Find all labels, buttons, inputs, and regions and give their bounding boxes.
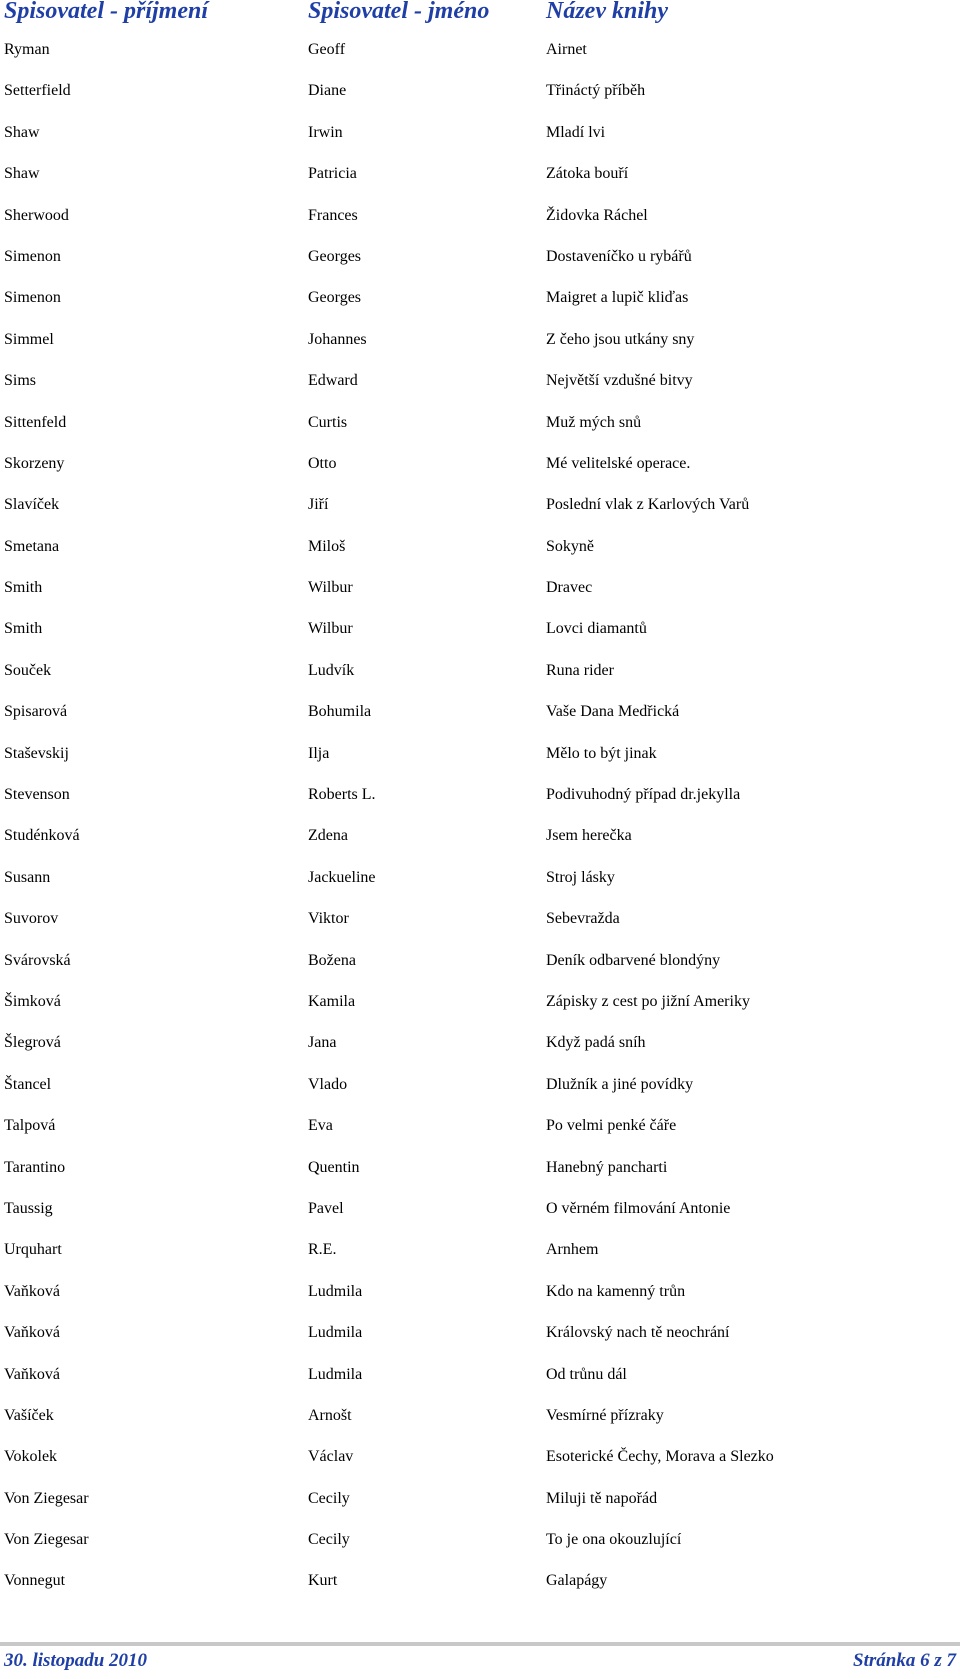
cell-firstname: R.E. xyxy=(308,1241,337,1259)
table-row xyxy=(0,1521,960,1562)
cell-firstname: Viktor xyxy=(308,910,349,928)
cell-surname: Sittenfeld xyxy=(4,413,67,431)
cell-book-title: Stroj lásky xyxy=(546,868,615,886)
cell-firstname: Božena xyxy=(308,951,356,969)
cell-firstname: Johannes xyxy=(308,330,367,348)
cell-book-title: Maigret a lupič kliďas xyxy=(546,289,689,307)
cell-surname: Simenon xyxy=(4,247,61,265)
cell-book-title: To je ona okouzlující xyxy=(546,1531,682,1549)
cell-firstname: Ludmila xyxy=(308,1365,363,1383)
cell-surname: Smetana xyxy=(4,537,60,555)
cell-book-title: Sokyně xyxy=(546,537,594,555)
table-row xyxy=(0,404,960,445)
cell-book-title: Zápisky z cest po jižní Ameriky xyxy=(546,992,750,1010)
cell-firstname: Wilbur xyxy=(308,620,353,638)
cell-firstname: Roberts L. xyxy=(308,786,376,804)
cell-book-title: Galapágy xyxy=(546,1572,608,1590)
header-surname: Spisovatel - příjmení xyxy=(4,0,208,24)
cell-book-title: Podivuhodný případ dr.jekylla xyxy=(546,786,741,804)
cell-surname: Shaw xyxy=(4,123,40,141)
table-row xyxy=(0,1066,960,1107)
cell-firstname: Frances xyxy=(308,206,358,224)
header-book-title: Název knihy xyxy=(546,0,668,24)
cell-surname: Von Ziegesar xyxy=(4,1531,89,1549)
table-row xyxy=(0,155,960,196)
table-row xyxy=(0,569,960,610)
cell-book-title: Miluji tě napořád xyxy=(546,1489,658,1507)
cell-surname: Vaňková xyxy=(4,1365,60,1383)
table-row xyxy=(0,279,960,320)
cell-surname: Urquhart xyxy=(4,1241,62,1259)
cell-firstname: Cecily xyxy=(308,1531,350,1549)
cell-firstname: Ludmila xyxy=(308,1282,363,1300)
cell-book-title: Zátoka bouří xyxy=(546,165,629,183)
table-header xyxy=(0,0,960,26)
cell-surname: Taussig xyxy=(4,1199,53,1217)
footer-divider xyxy=(0,1642,960,1646)
cell-firstname: Kamila xyxy=(308,992,356,1010)
table-row xyxy=(0,942,960,983)
cell-book-title: Jsem herečka xyxy=(546,827,632,845)
cell-book-title: Lovci diamantů xyxy=(546,620,647,638)
cell-book-title: Od trůnu dál xyxy=(546,1365,627,1383)
cell-book-title: Vesmírné přízraky xyxy=(546,1406,664,1424)
cell-surname: Stevenson xyxy=(4,786,70,804)
cell-surname: Susann xyxy=(4,868,51,886)
cell-surname: Vaňková xyxy=(4,1324,60,1342)
table-row xyxy=(0,445,960,486)
cell-firstname: Wilbur xyxy=(308,579,353,597)
cell-firstname: Ludmila xyxy=(308,1324,363,1342)
cell-firstname: Ludvík xyxy=(308,661,355,679)
cell-firstname: Cecily xyxy=(308,1489,350,1507)
cell-book-title: Po velmi penké čáře xyxy=(546,1117,677,1135)
table-row xyxy=(0,1562,960,1603)
cell-surname: Sherwood xyxy=(4,206,69,224)
table-row xyxy=(0,72,960,113)
cell-firstname: Ilja xyxy=(308,744,330,762)
cell-book-title: O věrném filmování Antonie xyxy=(546,1199,731,1217)
cell-surname: Setterfield xyxy=(4,82,71,100)
cell-book-title: Dravec xyxy=(546,579,593,597)
cell-surname: Staševskij xyxy=(4,744,69,762)
cell-surname: Štancel xyxy=(4,1075,52,1093)
cell-surname: Ryman xyxy=(4,41,50,58)
cell-firstname: Jana xyxy=(308,1034,337,1052)
cell-book-title: Muž mých snů xyxy=(546,413,642,431)
cell-book-title: Poslední vlak z Karlových Varů xyxy=(546,496,750,514)
table-row xyxy=(0,652,960,693)
cell-book-title: Vaše Dana Medřická xyxy=(546,703,680,721)
header-firstname: Spisovatel - jméno xyxy=(308,0,490,24)
cell-book-title: Arnhem xyxy=(546,1241,599,1259)
cell-book-title: Hanebný pancharti xyxy=(546,1158,668,1176)
cell-firstname: Diane xyxy=(308,82,347,100)
table-row xyxy=(0,1190,960,1231)
cell-surname: Shaw xyxy=(4,165,40,183)
cell-firstname: Curtis xyxy=(308,413,348,431)
cell-firstname: Georges xyxy=(308,247,362,265)
table-row xyxy=(0,1397,960,1438)
table-row xyxy=(0,238,960,279)
table-row xyxy=(0,693,960,734)
cell-surname: Vašíček xyxy=(4,1406,54,1424)
table-row xyxy=(0,31,960,72)
cell-surname: Vokolek xyxy=(4,1448,58,1466)
cell-surname: Spisarová xyxy=(4,703,68,721)
cell-firstname: Pavel xyxy=(308,1199,344,1217)
table-row xyxy=(0,486,960,527)
cell-firstname: Geoff xyxy=(308,41,346,58)
cell-surname: Talpová xyxy=(4,1117,56,1135)
table-row xyxy=(0,1314,960,1355)
cell-surname: Smith xyxy=(4,620,43,638)
cell-surname: Studénková xyxy=(4,827,80,845)
table-row xyxy=(0,362,960,403)
cell-firstname: Kurt xyxy=(308,1572,338,1590)
table-row xyxy=(0,1356,960,1397)
cell-book-title: Deník odbarvené blondýny xyxy=(546,951,721,969)
cell-book-title: Z čeho jsou utkány sny xyxy=(546,330,695,348)
table-row xyxy=(0,1273,960,1314)
cell-firstname: Georges xyxy=(308,289,362,307)
cell-book-title: Největší vzdušné bitvy xyxy=(546,372,693,390)
table-row xyxy=(0,114,960,155)
table-row xyxy=(0,1438,960,1479)
cell-surname: Von Ziegesar xyxy=(4,1489,89,1507)
book-table xyxy=(0,31,960,1604)
table-row xyxy=(0,197,960,238)
table-row xyxy=(0,1149,960,1190)
cell-firstname: Irwin xyxy=(308,123,343,141)
cell-surname: Šlegrová xyxy=(4,1034,61,1052)
table-row xyxy=(0,321,960,362)
cell-firstname: Václav xyxy=(308,1448,354,1466)
page-footer xyxy=(0,1650,960,1676)
cell-firstname: Eva xyxy=(308,1117,333,1135)
cell-surname: Sims xyxy=(4,372,37,390)
cell-book-title: Mé velitelské operace. xyxy=(546,454,691,472)
cell-surname: Tarantino xyxy=(4,1158,66,1176)
table-row xyxy=(0,735,960,776)
cell-firstname: Patricia xyxy=(308,165,357,183)
cell-surname: Souček xyxy=(4,661,52,679)
table-row xyxy=(0,983,960,1024)
cell-firstname: Zdena xyxy=(308,827,348,845)
cell-book-title: Esoterické Čechy, Morava a Slezko xyxy=(546,1448,774,1466)
cell-firstname: Miloš xyxy=(308,537,346,555)
cell-book-title: Runa rider xyxy=(546,661,614,679)
table-row xyxy=(0,610,960,651)
cell-book-title: Mladí lvi xyxy=(546,123,606,141)
cell-surname: Slavíček xyxy=(4,496,60,514)
table-row xyxy=(0,900,960,941)
cell-surname: Šimková xyxy=(4,992,61,1010)
cell-firstname: Jackueline xyxy=(308,868,376,886)
cell-book-title: Královský nach tě neochrání xyxy=(546,1324,730,1342)
cell-book-title: Židovka Ráchel xyxy=(546,206,648,224)
footer-date: 30. listopadu 2010 xyxy=(4,1650,148,1671)
table-row xyxy=(0,776,960,817)
cell-surname: Simmel xyxy=(4,330,54,348)
cell-surname: Skorzeny xyxy=(4,454,65,472)
cell-firstname: Jiří xyxy=(308,496,329,514)
cell-surname: Suvorov xyxy=(4,910,59,928)
table-row xyxy=(0,1024,960,1065)
cell-firstname: Quentin xyxy=(308,1158,360,1176)
table-row xyxy=(0,528,960,569)
cell-book-title: Airnet xyxy=(546,41,587,58)
table-row xyxy=(0,817,960,858)
cell-firstname: Bohumila xyxy=(308,703,372,721)
cell-firstname: Edward xyxy=(308,372,358,390)
footer-page-number: Stránka 6 z 7 xyxy=(853,1650,956,1671)
cell-book-title: Dostaveníčko u rybářů xyxy=(546,247,692,265)
cell-book-title: Dlužník a jiné povídky xyxy=(546,1075,694,1093)
table-row xyxy=(0,1231,960,1272)
cell-firstname: Vlado xyxy=(308,1075,348,1093)
cell-book-title: Třináctý příběh xyxy=(546,82,646,100)
cell-surname: Svárovská xyxy=(4,951,71,969)
cell-book-title: Kdo na kamenný trůn xyxy=(546,1282,686,1300)
cell-book-title: Mělo to být jinak xyxy=(546,744,657,762)
cell-surname: Vonnegut xyxy=(4,1572,66,1590)
table-row xyxy=(0,859,960,900)
cell-surname: Smith xyxy=(4,579,43,597)
cell-surname: Vaňková xyxy=(4,1282,60,1300)
cell-book-title: Když padá sníh xyxy=(546,1034,646,1052)
table-row xyxy=(0,1480,960,1521)
cell-book-title: Sebevražda xyxy=(546,910,620,928)
cell-firstname: Arnošt xyxy=(308,1406,352,1424)
cell-firstname: Otto xyxy=(308,454,337,472)
table-row xyxy=(0,1107,960,1148)
cell-surname: Simenon xyxy=(4,289,61,307)
